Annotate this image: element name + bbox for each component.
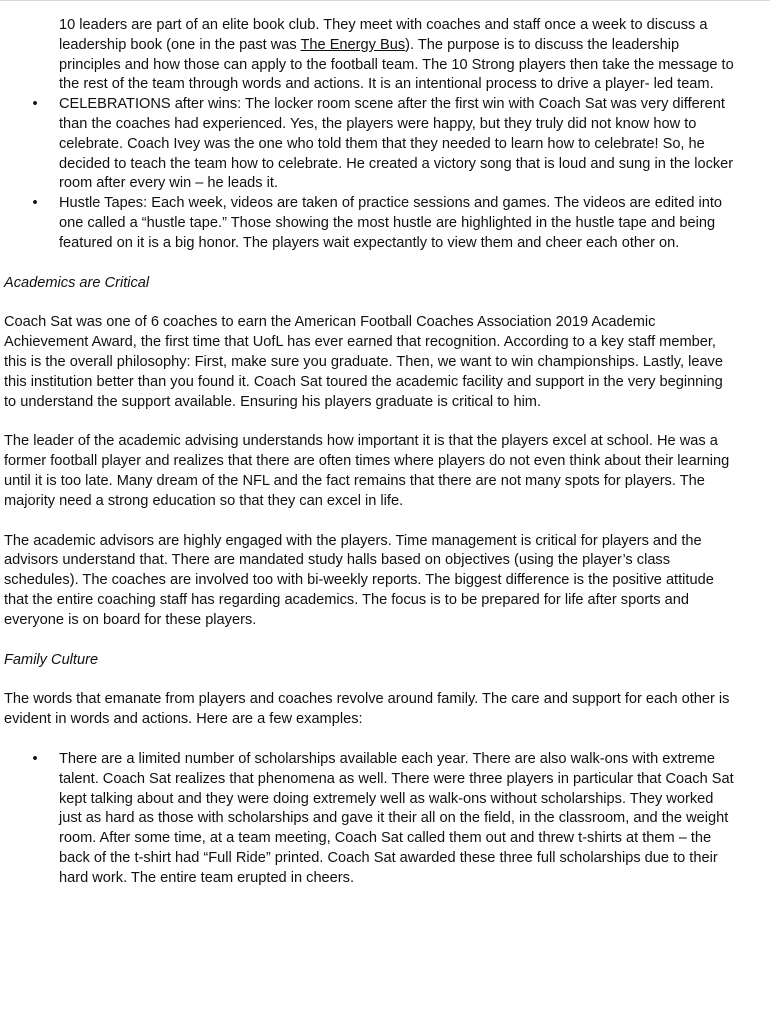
- bullet-icon: •: [32, 750, 38, 767]
- document-body: [4, 16, 734, 888]
- book-title: The Energy Bus: [300, 36, 406, 53]
- top-bullet-list: [4, 95, 734, 253]
- book-club-text-end: ). The purpose is to discuss the leadership principles and how those can apply to the football team. The 10 Strong players then take the message to the rest of the team through words and actions. It is an intentional process to drive a player- led team.: [59, 36, 734, 93]
- bullet-icon: •: [32, 96, 38, 113]
- family-bullet-list: [4, 750, 734, 889]
- list-item: [4, 95, 734, 194]
- list-item: [4, 750, 734, 889]
- scholarship-text: There are a limited number of scholarships available each year. There are also walk-ons with extreme talent. Coach Sat realizes that phenomena as well. There were three players in particular that Coach Sat kept talking about and they were doing extremely well as walk-ons without scholarships. They worked just as hard as those with scholarships and gave it their all on the field, in the classroom, and the weight room. After some time, at a team meeting, Coach Sat called them out and threw t-shirts at them – the back of the t-shirt had “Full Ride” printed. Coach Sat awarded these three full scholarships due to their hard work. The entire team erupted in cheers.: [59, 750, 734, 886]
- academics-paragraph-1: Coach Sat was one of 6 coaches to earn the American Football Coaches Association 2019 Academic Achievement Award, the first time that UofL has ever earned that recognition. According to a key staff member, this is the overall philosophy: First, make sure you graduate. Then, we want to win championships. Lastly, leave this institution better than you found it. Coach Sat toured the academic facility and support in the very beginning to understand the support available. Ensuring his players graduate is critical to him.: [4, 314, 723, 410]
- page-top-border: [0, 0, 770, 1]
- academics-paragraph-3: The academic advisors are highly engaged with the players. Time management is critical for players and the advisors understand that. There are mandated study halls based on objectives (using the player’s class schedules). The coaches are involved too with bi-weekly reports. The biggest difference is the positive attitude that the entire coaching staff has regarding academics. The focus is to be prepared for life after sports and everyone is on board for these players.: [4, 532, 714, 628]
- list-item: [4, 194, 734, 253]
- celebrations-text: CELEBRATIONS after wins: The locker room scene after the first win with Coach Sat was very different than the coaches had experienced. Yes, the players were happy, but they truly did not know how to celebrate. Coach Ivey was the one who told them that they needed to learn how to celebrate! So, he decided to teach the team how to celebrate. He created a victory song that is loud and sung in the locker room after every win – he leads it.: [59, 96, 734, 192]
- bullet-icon: •: [32, 195, 38, 212]
- family-intro: The words that emanate from players and coaches revolve around family. The care and support for each other is evident in words and actions. Here are a few examples:: [4, 691, 730, 728]
- hustle-tapes-text: Hustle Tapes: Each week, videos are taken of practice sessions and games. The videos are edited into one called a “hustle tape.” Those showing the most hustle are highlighted in the hustle tape and being featured on it is a big honor. The players wait expectantly to view them and cheer each other on.: [59, 195, 723, 251]
- academics-heading: Academics are Critical: [4, 274, 150, 291]
- academics-paragraph-2: The leader of the academic advising understands how important it is that the players excel at school. He was a former football player and realizes that there are often times where players do not even think about their learning until it is too late. Many dream of the NFL and the fact remains that there are not many spots for players. The majority need a strong education so that they can excel in life.: [4, 433, 730, 509]
- family-heading: Family Culture: [4, 651, 99, 668]
- book-club-paragraph: [59, 16, 734, 95]
- book-club-text-start: 10 leaders are part of an elite book club. They meet with coaches and staff once a week to discuss a leadership book (one in the past was: [59, 17, 708, 53]
